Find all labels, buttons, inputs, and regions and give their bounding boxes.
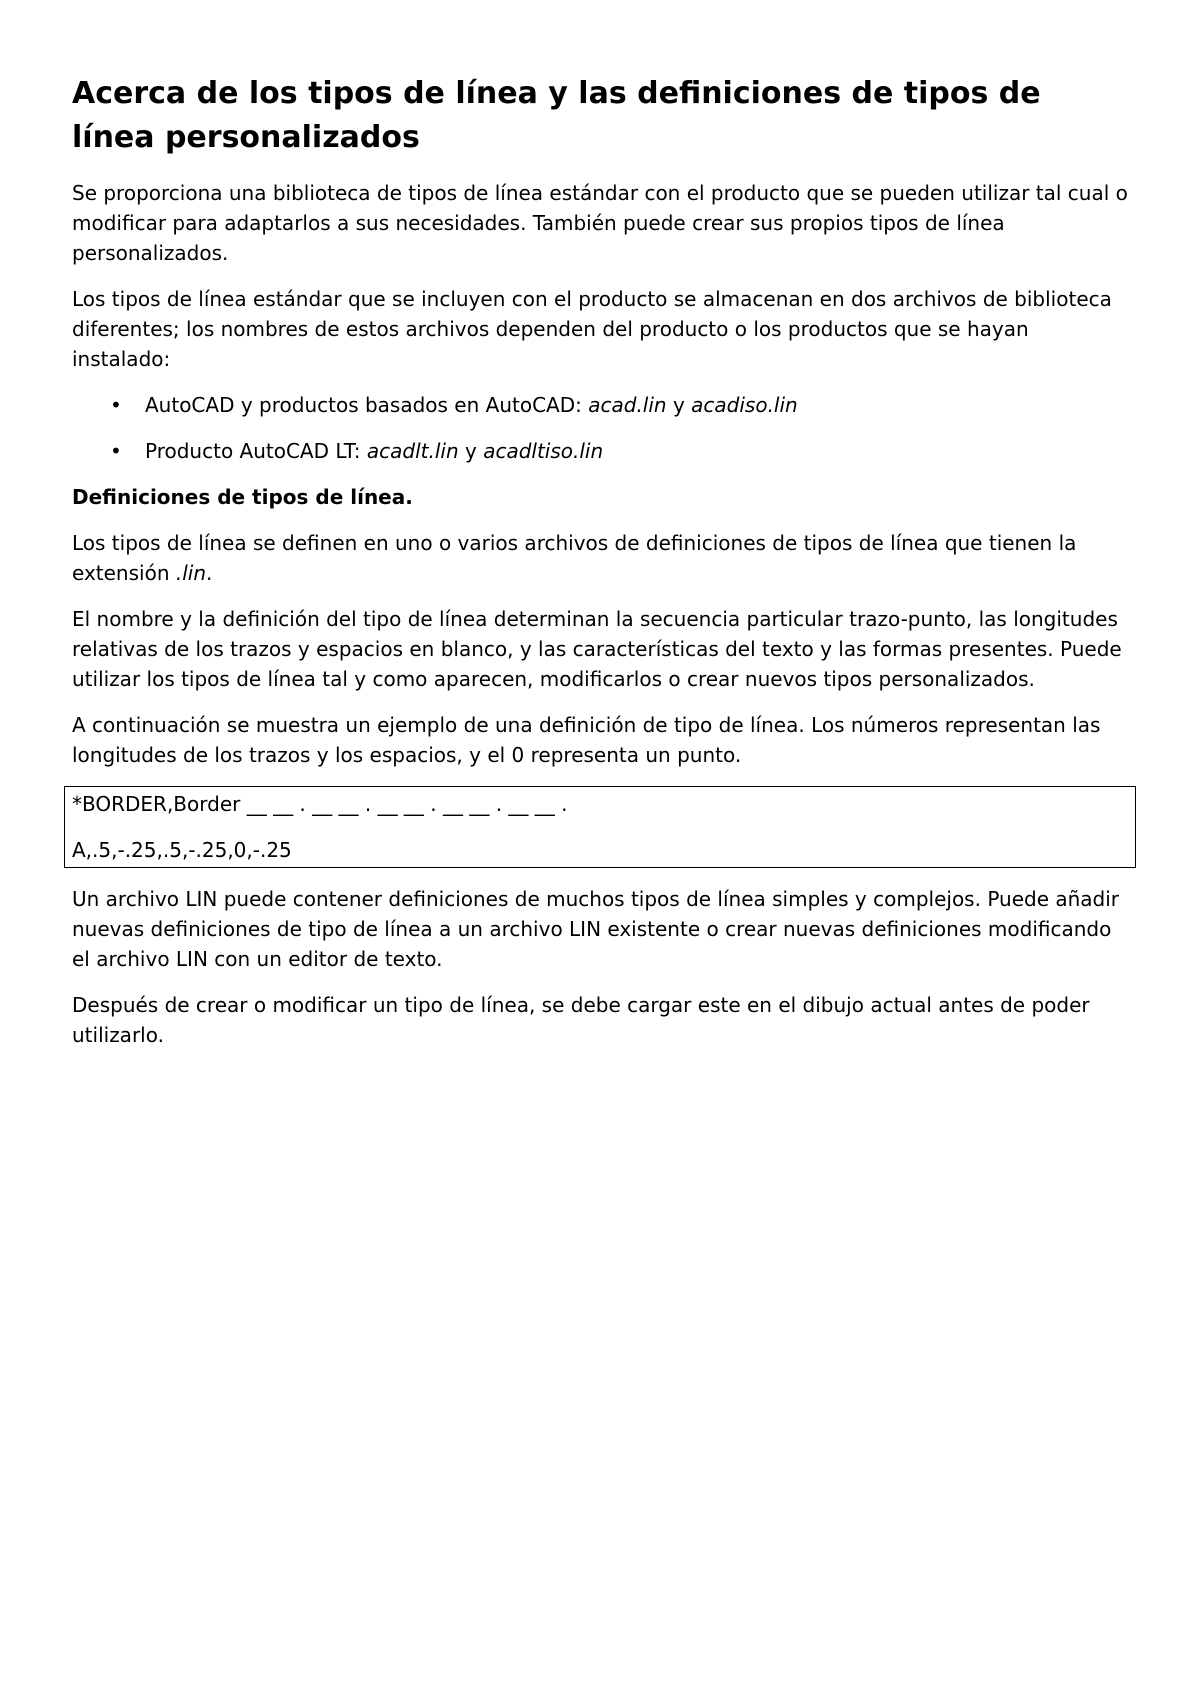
linetype-example-box bbox=[64, 786, 1136, 868]
list-item bbox=[72, 436, 1128, 466]
definition-text: Los tipos de línea se definen en uno o varios archivos de definiciones de tipos de línea que tienen la extensión bbox=[72, 531, 1077, 585]
definition-paragraph-3: A continuación se muestra un ejemplo de una definición de tipo de línea. Los números representan las longitudes de los trazos y los espacios, y el 0 representa un punto. bbox=[72, 713, 1101, 767]
list-item-conjunction: y bbox=[458, 439, 484, 463]
list-item-conjunction: y bbox=[666, 393, 692, 417]
bullet-icon: • bbox=[110, 393, 122, 417]
lin-file-paragraph-2: Después de crear o modificar un tipo de línea, se debe cargar este en el dibujo actual antes de poder utilizarlo. bbox=[72, 993, 1090, 1047]
section-heading: Definiciones de tipos de línea. bbox=[72, 485, 413, 509]
list-item-prefix: AutoCAD y productos basados en AutoCAD: bbox=[145, 393, 589, 417]
file-name: acadiso.lin bbox=[691, 393, 798, 417]
linetype-header-line: *BORDER,Border __ __ . __ __ . __ __ . __ __ . __ __ . bbox=[72, 792, 568, 816]
intro-paragraph-2: Los tipos de línea estándar que se incluyen con el producto se almacenan en dos archivos de biblioteca diferentes; los nombres de estos archivos dependen del producto o los productos que se hayan instalado: bbox=[72, 287, 1112, 371]
definition-paragraph-1 bbox=[72, 528, 1128, 588]
file-name: acadlt.lin bbox=[366, 439, 459, 463]
bullet-icon: • bbox=[110, 439, 122, 463]
list-item-prefix: Producto AutoCAD LT: bbox=[145, 439, 367, 463]
file-name: acad.lin bbox=[588, 393, 667, 417]
library-file-list bbox=[72, 390, 1128, 466]
definition-text-end: . bbox=[206, 561, 213, 585]
intro-paragraph-1: Se proporciona una biblioteca de tipos de línea estándar con el producto que se pueden utilizar tal cual o modificar para adaptarlos a sus necesidades. También puede crear sus propios tipos de línea personalizados. bbox=[72, 181, 1128, 265]
list-item bbox=[72, 390, 1128, 420]
file-extension: .lin bbox=[175, 561, 207, 585]
lin-file-paragraph-1: Un archivo LIN puede contener definiciones de muchos tipos de línea simples y complejos. Puede añadir nuevas definiciones de tipo de línea a un archivo LIN existente o crear nuevas definiciones modificando el archivo LIN con un editor de texto. bbox=[72, 887, 1120, 971]
file-name: acadltiso.lin bbox=[483, 439, 604, 463]
page-title: Acerca de los tipos de línea y las definiciones de tipos de línea personalizados bbox=[72, 76, 1041, 155]
linetype-pattern-line: A,.5,-.25,.5,-.25,0,-.25 bbox=[72, 838, 292, 862]
definition-paragraph-2: El nombre y la definición del tipo de línea determinan la secuencia particular trazo-punto, las longitudes relativas de los trazos y espacios en blanco, y las características del texto y las formas presentes. Puede utilizar los tipos de línea tal y como aparecen, modificarlos o crear nuevos tipos personalizados. bbox=[72, 607, 1122, 691]
